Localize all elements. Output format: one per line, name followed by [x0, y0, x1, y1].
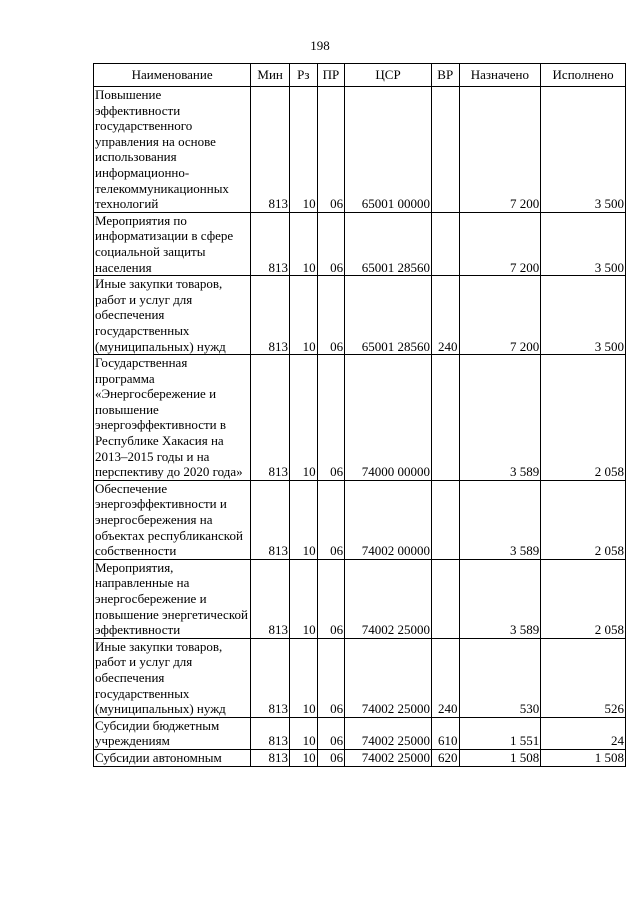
header-assigned: Назначено [459, 64, 541, 87]
cell-name: Иные закупки товаров, работ и услуг для обеспечения государственных (муниципальных) нужд [94, 638, 251, 717]
cell-min: 813 [251, 87, 290, 213]
cell-csr: 65001 28560 [345, 212, 432, 275]
cell-pr: 06 [317, 638, 345, 717]
cell-name: Мероприятия по информатизации в сфере социальной защиты населения [94, 212, 251, 275]
cell-csr: 74002 00000 [345, 480, 432, 559]
cell-assigned: 3 589 [459, 559, 541, 638]
cell-pr: 06 [317, 355, 345, 481]
table-row [94, 749, 626, 766]
cell-rz: 10 [290, 559, 318, 638]
cell-vr [431, 355, 459, 481]
cell-name: Государственная программа «Энергосбережение и повышение энергоэффективности в Республике Хакасия на 2013–2015 годы и на перспективу до 2020 года» [94, 355, 251, 481]
table-row [94, 480, 626, 559]
budget-table [93, 63, 626, 767]
cell-vr: 240 [431, 638, 459, 717]
header-csr: ЦСР [345, 64, 432, 87]
cell-pr: 06 [317, 717, 345, 749]
cell-vr [431, 480, 459, 559]
cell-rz: 10 [290, 480, 318, 559]
cell-name: Обеспечение энергоэффективности и энергосбережения на объектах республиканской собственности [94, 480, 251, 559]
cell-rz: 10 [290, 749, 318, 766]
cell-executed: 526 [541, 638, 626, 717]
table-row [94, 638, 626, 717]
table-row [94, 276, 626, 355]
cell-pr: 06 [317, 87, 345, 213]
header-vr: ВР [431, 64, 459, 87]
cell-min: 813 [251, 559, 290, 638]
cell-assigned: 530 [459, 638, 541, 717]
cell-min: 813 [251, 212, 290, 275]
cell-csr: 74002 25000 [345, 717, 432, 749]
cell-pr: 06 [317, 276, 345, 355]
cell-vr [431, 212, 459, 275]
cell-vr: 610 [431, 717, 459, 749]
cell-rz: 10 [290, 638, 318, 717]
cell-csr: 74002 25000 [345, 749, 432, 766]
cell-pr: 06 [317, 212, 345, 275]
cell-rz: 10 [290, 355, 318, 481]
cell-assigned: 7 200 [459, 276, 541, 355]
cell-pr: 06 [317, 480, 345, 559]
cell-assigned: 7 200 [459, 212, 541, 275]
cell-executed: 2 058 [541, 355, 626, 481]
header-row [94, 64, 626, 87]
table-row [94, 355, 626, 481]
cell-rz: 10 [290, 717, 318, 749]
cell-vr: 620 [431, 749, 459, 766]
cell-name: Субсидии бюджетным учреждениям [94, 717, 251, 749]
cell-csr: 65001 00000 [345, 87, 432, 213]
table-row [94, 717, 626, 749]
cell-csr: 74002 25000 [345, 638, 432, 717]
cell-rz: 10 [290, 212, 318, 275]
cell-executed: 24 [541, 717, 626, 749]
cell-min: 813 [251, 355, 290, 481]
cell-csr: 65001 28560 [345, 276, 432, 355]
cell-name: Субсидии автономным [94, 749, 251, 766]
cell-min: 813 [251, 276, 290, 355]
cell-rz: 10 [290, 276, 318, 355]
cell-name: Мероприятия, направленные на энергосбережение и повышение энергетической эффективности [94, 559, 251, 638]
cell-min: 813 [251, 480, 290, 559]
cell-pr: 06 [317, 559, 345, 638]
cell-executed: 2 058 [541, 480, 626, 559]
cell-min: 813 [251, 638, 290, 717]
cell-csr: 74000 00000 [345, 355, 432, 481]
header-pr: ПР [317, 64, 345, 87]
cell-assigned: 3 589 [459, 480, 541, 559]
cell-vr [431, 87, 459, 213]
table-row [94, 559, 626, 638]
cell-name: Иные закупки товаров, работ и услуг для обеспечения государственных (муниципальных) нужд [94, 276, 251, 355]
cell-executed: 3 500 [541, 87, 626, 213]
cell-assigned: 1 551 [459, 717, 541, 749]
cell-executed: 2 058 [541, 559, 626, 638]
cell-assigned: 3 589 [459, 355, 541, 481]
header-name: Наименование [94, 64, 251, 87]
cell-vr [431, 559, 459, 638]
cell-assigned: 1 508 [459, 749, 541, 766]
cell-rz: 10 [290, 87, 318, 213]
header-rz: Рз [290, 64, 318, 87]
cell-executed: 1 508 [541, 749, 626, 766]
table-row [94, 87, 626, 213]
cell-executed: 3 500 [541, 276, 626, 355]
header-executed: Исполнено [541, 64, 626, 87]
table-row [94, 212, 626, 275]
cell-assigned: 7 200 [459, 87, 541, 213]
cell-pr: 06 [317, 749, 345, 766]
header-min: Мин [251, 64, 290, 87]
cell-csr: 74002 25000 [345, 559, 432, 638]
cell-name: Повышение эффективности государственного управления на основе использования информационно-телекоммуникационных технологий [94, 87, 251, 213]
cell-min: 813 [251, 717, 290, 749]
cell-min: 813 [251, 749, 290, 766]
page-number: 198 [310, 38, 330, 53]
cell-executed: 3 500 [541, 212, 626, 275]
cell-vr: 240 [431, 276, 459, 355]
